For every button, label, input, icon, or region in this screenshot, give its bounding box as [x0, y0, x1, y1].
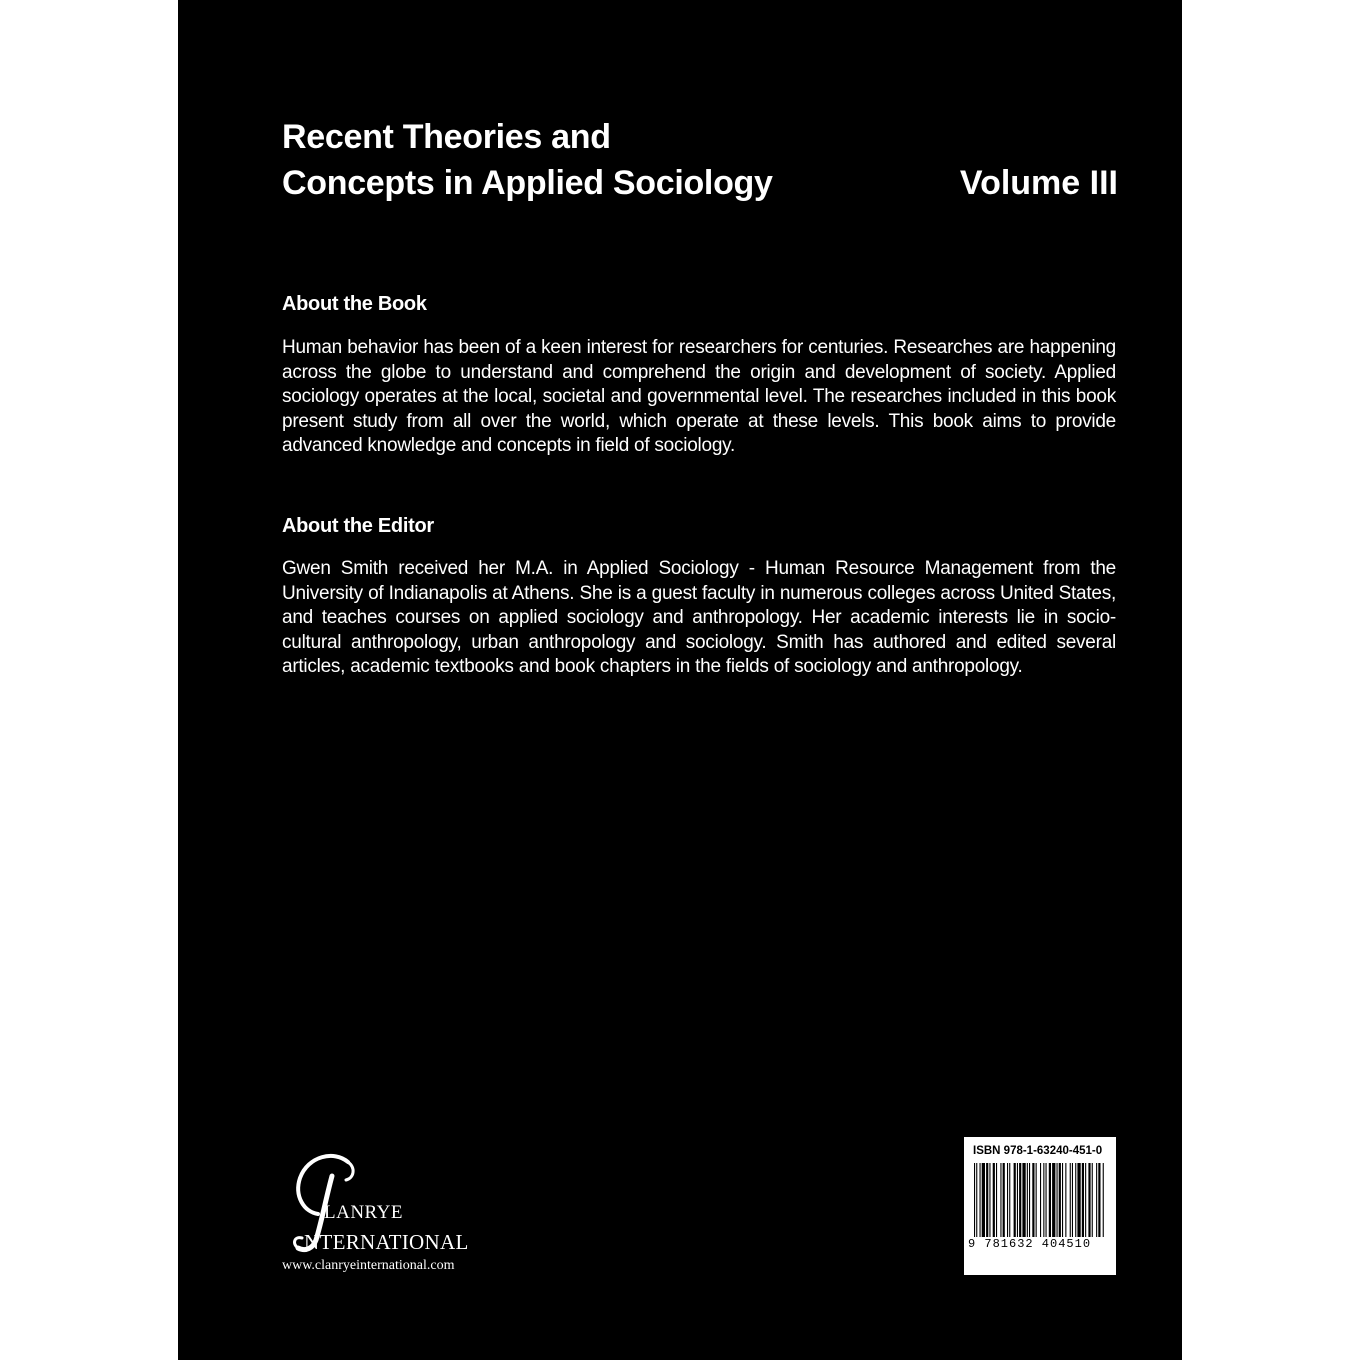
barcode-bar	[982, 1163, 985, 1237]
barcode-bar	[1007, 1163, 1008, 1237]
isbn-barcode-box	[964, 1137, 1116, 1275]
barcode-bar	[1096, 1163, 1097, 1237]
barcode-bar	[980, 1163, 981, 1237]
barcode-bar	[1019, 1163, 1021, 1237]
barcode-bar	[1062, 1163, 1063, 1237]
barcode-bar	[974, 1163, 975, 1237]
barcode-bar	[1000, 1163, 1001, 1237]
barcode-bar	[1014, 1163, 1016, 1237]
barcode-bar	[1092, 1163, 1093, 1237]
barcode-bar	[1009, 1163, 1010, 1237]
about-book-heading: About the Book	[282, 293, 427, 315]
barcode-bar	[976, 1163, 977, 1237]
volume-label: Volume III	[959, 164, 1118, 202]
barcode-bar	[1040, 1163, 1041, 1237]
barcode-bar	[1052, 1163, 1055, 1237]
book-title-line-2: Concepts in Applied Sociology	[282, 164, 773, 202]
barcode-bar	[1027, 1163, 1028, 1237]
barcode-bar	[1088, 1163, 1090, 1237]
barcode-bar	[989, 1163, 990, 1237]
barcode-bar	[986, 1163, 988, 1237]
barcode-bar	[1049, 1163, 1051, 1237]
barcode-bar	[1103, 1163, 1104, 1237]
publisher-name-line-1: LANRYE	[324, 1202, 403, 1223]
barcode-bar	[1070, 1163, 1071, 1237]
barcode-bar	[1043, 1163, 1044, 1237]
barcode-bar	[1032, 1163, 1034, 1237]
barcode-bar	[1046, 1163, 1047, 1237]
about-editor-heading: About the Editor	[282, 515, 434, 537]
book-title-line-1: Recent Theories and	[282, 118, 611, 156]
barcode-bar	[1065, 1163, 1066, 1237]
publisher-logo	[282, 1148, 502, 1278]
publisher-url: www.clanryeinternational.com	[282, 1258, 455, 1273]
barcode-bar	[1082, 1163, 1084, 1237]
back-cover	[178, 0, 1182, 1360]
barcode-bar	[1036, 1163, 1037, 1237]
barcode-bar	[1072, 1163, 1073, 1237]
barcode-bar	[996, 1163, 997, 1237]
barcode-bar	[1057, 1163, 1058, 1237]
about-editor-body: Gwen Smith received her M.A. in Applied Sociology - Human Resource Management from the University of Indianapolis at Athens. She is a guest faculty in numerous colleges across United States, and teaches courses on applied sociology and anthropology. Her academic interests lie in socio-cultural anthropology, urban anthropology and sociology. Smith has authored and edited several articles, academic textbooks and book chapters in the fields of sociology and anthropology.	[282, 558, 1116, 678]
barcode-digits: 9 781632 404510	[968, 1237, 1092, 1251]
barcode-bar	[1098, 1163, 1100, 1237]
barcode-bar	[1077, 1163, 1080, 1237]
barcode-bar	[1003, 1163, 1005, 1237]
about-book-body: Human behavior has been of a keen interest for researchers for centuries. Researches are happening across the globe to understand and comprehend the origin and development of society. Applied sociology operates at the local, societal and governmental level. The researches included in this book present study from all over the world, which operate at these levels. This book aims to provide advanced knowledge and concepts in field of sociology.	[282, 337, 1116, 457]
barcode-bar	[1085, 1163, 1086, 1237]
barcode-icon	[974, 1163, 1106, 1237]
barcode-bar	[1029, 1163, 1030, 1237]
barcode-bar	[1017, 1163, 1018, 1237]
barcode-bar	[1059, 1163, 1061, 1237]
publisher-name-line-2: NTERNATIONAL	[304, 1230, 469, 1254]
isbn-label: ISBN 978-1-63240-451-0	[973, 1145, 1103, 1157]
barcode-bar	[1075, 1163, 1076, 1237]
barcode-bar	[1022, 1163, 1025, 1237]
book-title	[282, 114, 773, 206]
barcode-bar	[993, 1163, 995, 1237]
